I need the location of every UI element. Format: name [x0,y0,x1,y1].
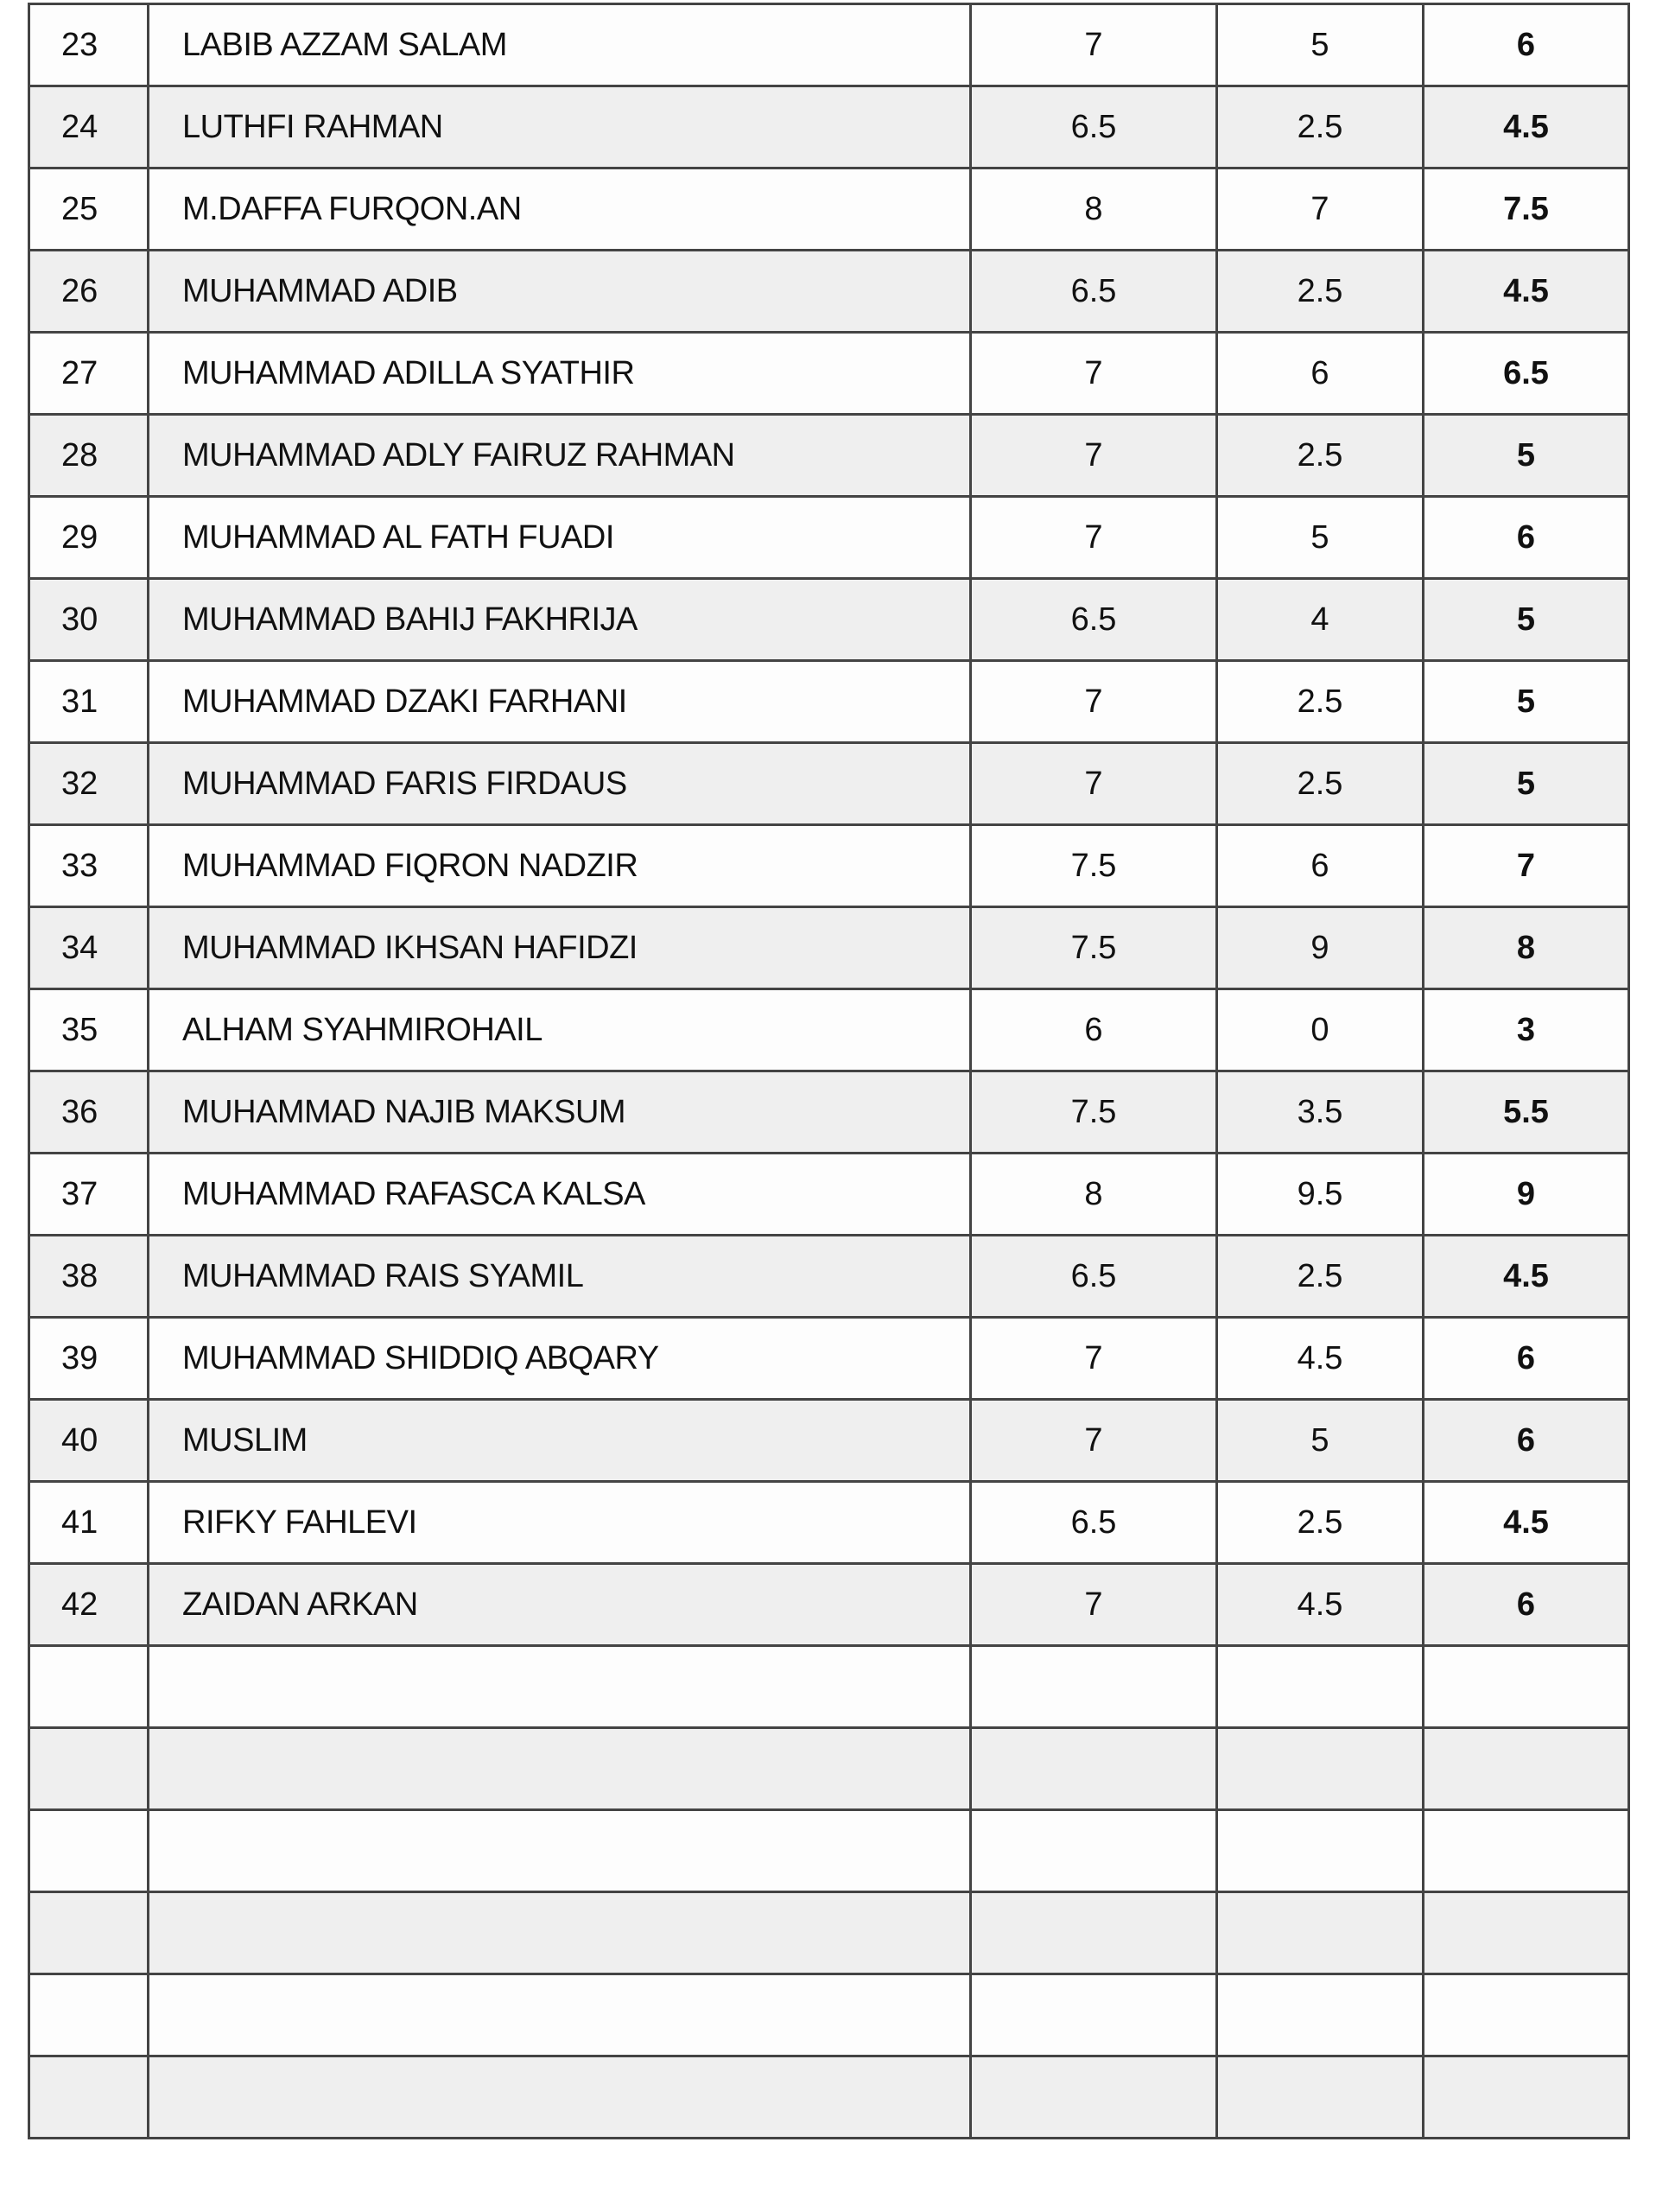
table-row [29,1400,1629,1482]
score-2-cell [1217,1974,1424,2056]
row-number-cell: 28 [29,415,149,497]
student-name-cell: MUSLIM [149,1400,971,1482]
final-score-cell [1424,1974,1629,2056]
final-score-cell: 6 [1424,1564,1629,1646]
row-number-cell: 41 [29,1482,149,1564]
final-score-cell: 3 [1424,989,1629,1071]
table-row [29,1974,1629,2056]
score-2-cell: 5 [1217,4,1424,86]
student-name-cell: MUHAMMAD SHIDDIQ ABQARY [149,1318,971,1400]
score-table [28,3,1630,2139]
final-score-cell: 8 [1424,907,1629,989]
table-row [29,168,1629,251]
table-row [29,661,1629,743]
score-2-cell: 2.5 [1217,251,1424,333]
row-number-cell: 38 [29,1236,149,1318]
student-name-cell: MUHAMMAD FARIS FIRDAUS [149,743,971,825]
score-1-cell: 7.5 [971,907,1217,989]
score-sheet [28,3,1627,2139]
row-number-cell: 27 [29,333,149,415]
score-2-cell: 2.5 [1217,1236,1424,1318]
score-1-cell: 7 [971,415,1217,497]
row-number-cell: 39 [29,1318,149,1400]
row-number-cell: 33 [29,825,149,907]
score-2-cell: 5 [1217,497,1424,579]
table-row [29,1810,1629,1892]
score-2-cell [1217,1892,1424,1974]
student-name-cell [149,1974,971,2056]
score-1-cell [971,1974,1217,2056]
row-number-cell [29,1728,149,1810]
final-score-cell: 6 [1424,4,1629,86]
score-1-cell: 7.5 [971,825,1217,907]
student-name-cell: MUHAMMAD ADIB [149,251,971,333]
table-row [29,1646,1629,1728]
score-2-cell: 2.5 [1217,661,1424,743]
score-1-cell: 6.5 [971,1482,1217,1564]
final-score-cell: 4.5 [1424,251,1629,333]
score-2-cell: 9.5 [1217,1154,1424,1236]
score-2-cell: 2.5 [1217,86,1424,168]
score-2-cell: 6 [1217,333,1424,415]
final-score-cell: 9 [1424,1154,1629,1236]
score-1-cell: 7 [971,661,1217,743]
row-number-cell: 36 [29,1071,149,1154]
row-number-cell: 35 [29,989,149,1071]
final-score-cell [1424,1646,1629,1728]
final-score-cell: 4.5 [1424,1482,1629,1564]
score-1-cell: 7 [971,497,1217,579]
score-2-cell [1217,1810,1424,1892]
student-name-cell: MUHAMMAD RAIS SYAMIL [149,1236,971,1318]
table-row [29,1318,1629,1400]
student-name-cell: LUTHFI RAHMAN [149,86,971,168]
student-name-cell [149,1810,971,1892]
row-number-cell: 34 [29,907,149,989]
table-row [29,1564,1629,1646]
student-name-cell: MUHAMMAD ADILLA SYATHIR [149,333,971,415]
final-score-cell [1424,2056,1629,2139]
student-name-cell: MUHAMMAD IKHSAN HAFIDZI [149,907,971,989]
final-score-cell: 5 [1424,579,1629,661]
table-row [29,2056,1629,2139]
score-1-cell: 6.5 [971,86,1217,168]
row-number-cell: 42 [29,1564,149,1646]
table-row [29,415,1629,497]
student-name-cell: MUHAMMAD DZAKI FARHANI [149,661,971,743]
final-score-cell: 4.5 [1424,86,1629,168]
final-score-cell: 6 [1424,1400,1629,1482]
score-1-cell: 7 [971,333,1217,415]
score-2-cell: 0 [1217,989,1424,1071]
table-row [29,825,1629,907]
score-2-cell [1217,1646,1424,1728]
final-score-cell: 4.5 [1424,1236,1629,1318]
score-1-cell [971,1892,1217,1974]
table-row [29,1236,1629,1318]
score-2-cell: 4.5 [1217,1318,1424,1400]
final-score-cell: 5 [1424,743,1629,825]
table-row [29,907,1629,989]
final-score-cell: 6.5 [1424,333,1629,415]
student-name-cell [149,2056,971,2139]
row-number-cell: 23 [29,4,149,86]
table-row [29,4,1629,86]
score-1-cell: 6.5 [971,1236,1217,1318]
final-score-cell: 6 [1424,497,1629,579]
row-number-cell: 29 [29,497,149,579]
student-name-cell: MUHAMMAD NAJIB MAKSUM [149,1071,971,1154]
score-2-cell: 9 [1217,907,1424,989]
score-1-cell [971,2056,1217,2139]
score-1-cell: 7.5 [971,1071,1217,1154]
student-name-cell [149,1728,971,1810]
student-name-cell: RIFKY FAHLEVI [149,1482,971,1564]
row-number-cell: 40 [29,1400,149,1482]
table-row [29,743,1629,825]
row-number-cell: 26 [29,251,149,333]
score-1-cell: 7 [971,1400,1217,1482]
row-number-cell [29,1646,149,1728]
score-1-cell: 7 [971,1318,1217,1400]
student-name-cell: ZAIDAN ARKAN [149,1564,971,1646]
final-score-cell [1424,1810,1629,1892]
score-2-cell: 2.5 [1217,1482,1424,1564]
student-name-cell: MUHAMMAD BAHIJ FAKHRIJA [149,579,971,661]
score-1-cell [971,1646,1217,1728]
score-2-cell: 4 [1217,579,1424,661]
final-score-cell: 7 [1424,825,1629,907]
table-row [29,251,1629,333]
final-score-cell: 5 [1424,415,1629,497]
student-name-cell: ALHAM SYAHMIROHAIL [149,989,971,1071]
table-row [29,1728,1629,1810]
table-row [29,1071,1629,1154]
score-2-cell: 7 [1217,168,1424,251]
score-2-cell: 2.5 [1217,743,1424,825]
table-row [29,333,1629,415]
final-score-cell [1424,1892,1629,1974]
score-1-cell [971,1728,1217,1810]
score-1-cell [971,1810,1217,1892]
score-2-cell: 5 [1217,1400,1424,1482]
score-2-cell [1217,2056,1424,2139]
student-name-cell: M.DAFFA FURQON.AN [149,168,971,251]
table-row [29,1892,1629,1974]
student-name-cell [149,1646,971,1728]
row-number-cell [29,2056,149,2139]
final-score-cell [1424,1728,1629,1810]
row-number-cell: 30 [29,579,149,661]
row-number-cell [29,1892,149,1974]
student-name-cell: LABIB AZZAM SALAM [149,4,971,86]
table-row [29,1482,1629,1564]
score-1-cell: 8 [971,1154,1217,1236]
student-name-cell: MUHAMMAD RAFASCA KALSA [149,1154,971,1236]
final-score-cell: 5 [1424,661,1629,743]
student-name-cell: MUHAMMAD FIQRON NADZIR [149,825,971,907]
row-number-cell: 37 [29,1154,149,1236]
score-2-cell: 2.5 [1217,415,1424,497]
table-row [29,579,1629,661]
row-number-cell [29,1974,149,2056]
score-2-cell: 6 [1217,825,1424,907]
table-row [29,1154,1629,1236]
row-number-cell: 32 [29,743,149,825]
final-score-cell: 6 [1424,1318,1629,1400]
score-1-cell: 6.5 [971,251,1217,333]
score-1-cell: 7 [971,4,1217,86]
table-row [29,497,1629,579]
row-number-cell: 25 [29,168,149,251]
score-1-cell: 7 [971,1564,1217,1646]
row-number-cell: 31 [29,661,149,743]
row-number-cell [29,1810,149,1892]
score-2-cell [1217,1728,1424,1810]
score-1-cell: 6.5 [971,579,1217,661]
score-1-cell: 8 [971,168,1217,251]
final-score-cell: 7.5 [1424,168,1629,251]
table-row [29,989,1629,1071]
score-1-cell: 7 [971,743,1217,825]
score-2-cell: 3.5 [1217,1071,1424,1154]
score-1-cell: 6 [971,989,1217,1071]
student-name-cell: MUHAMMAD AL FATH FUADI [149,497,971,579]
score-2-cell: 4.5 [1217,1564,1424,1646]
final-score-cell: 5.5 [1424,1071,1629,1154]
student-name-cell: MUHAMMAD ADLY FAIRUZ RAHMAN [149,415,971,497]
row-number-cell: 24 [29,86,149,168]
score-table-body [29,4,1629,2139]
table-row [29,86,1629,168]
student-name-cell [149,1892,971,1974]
